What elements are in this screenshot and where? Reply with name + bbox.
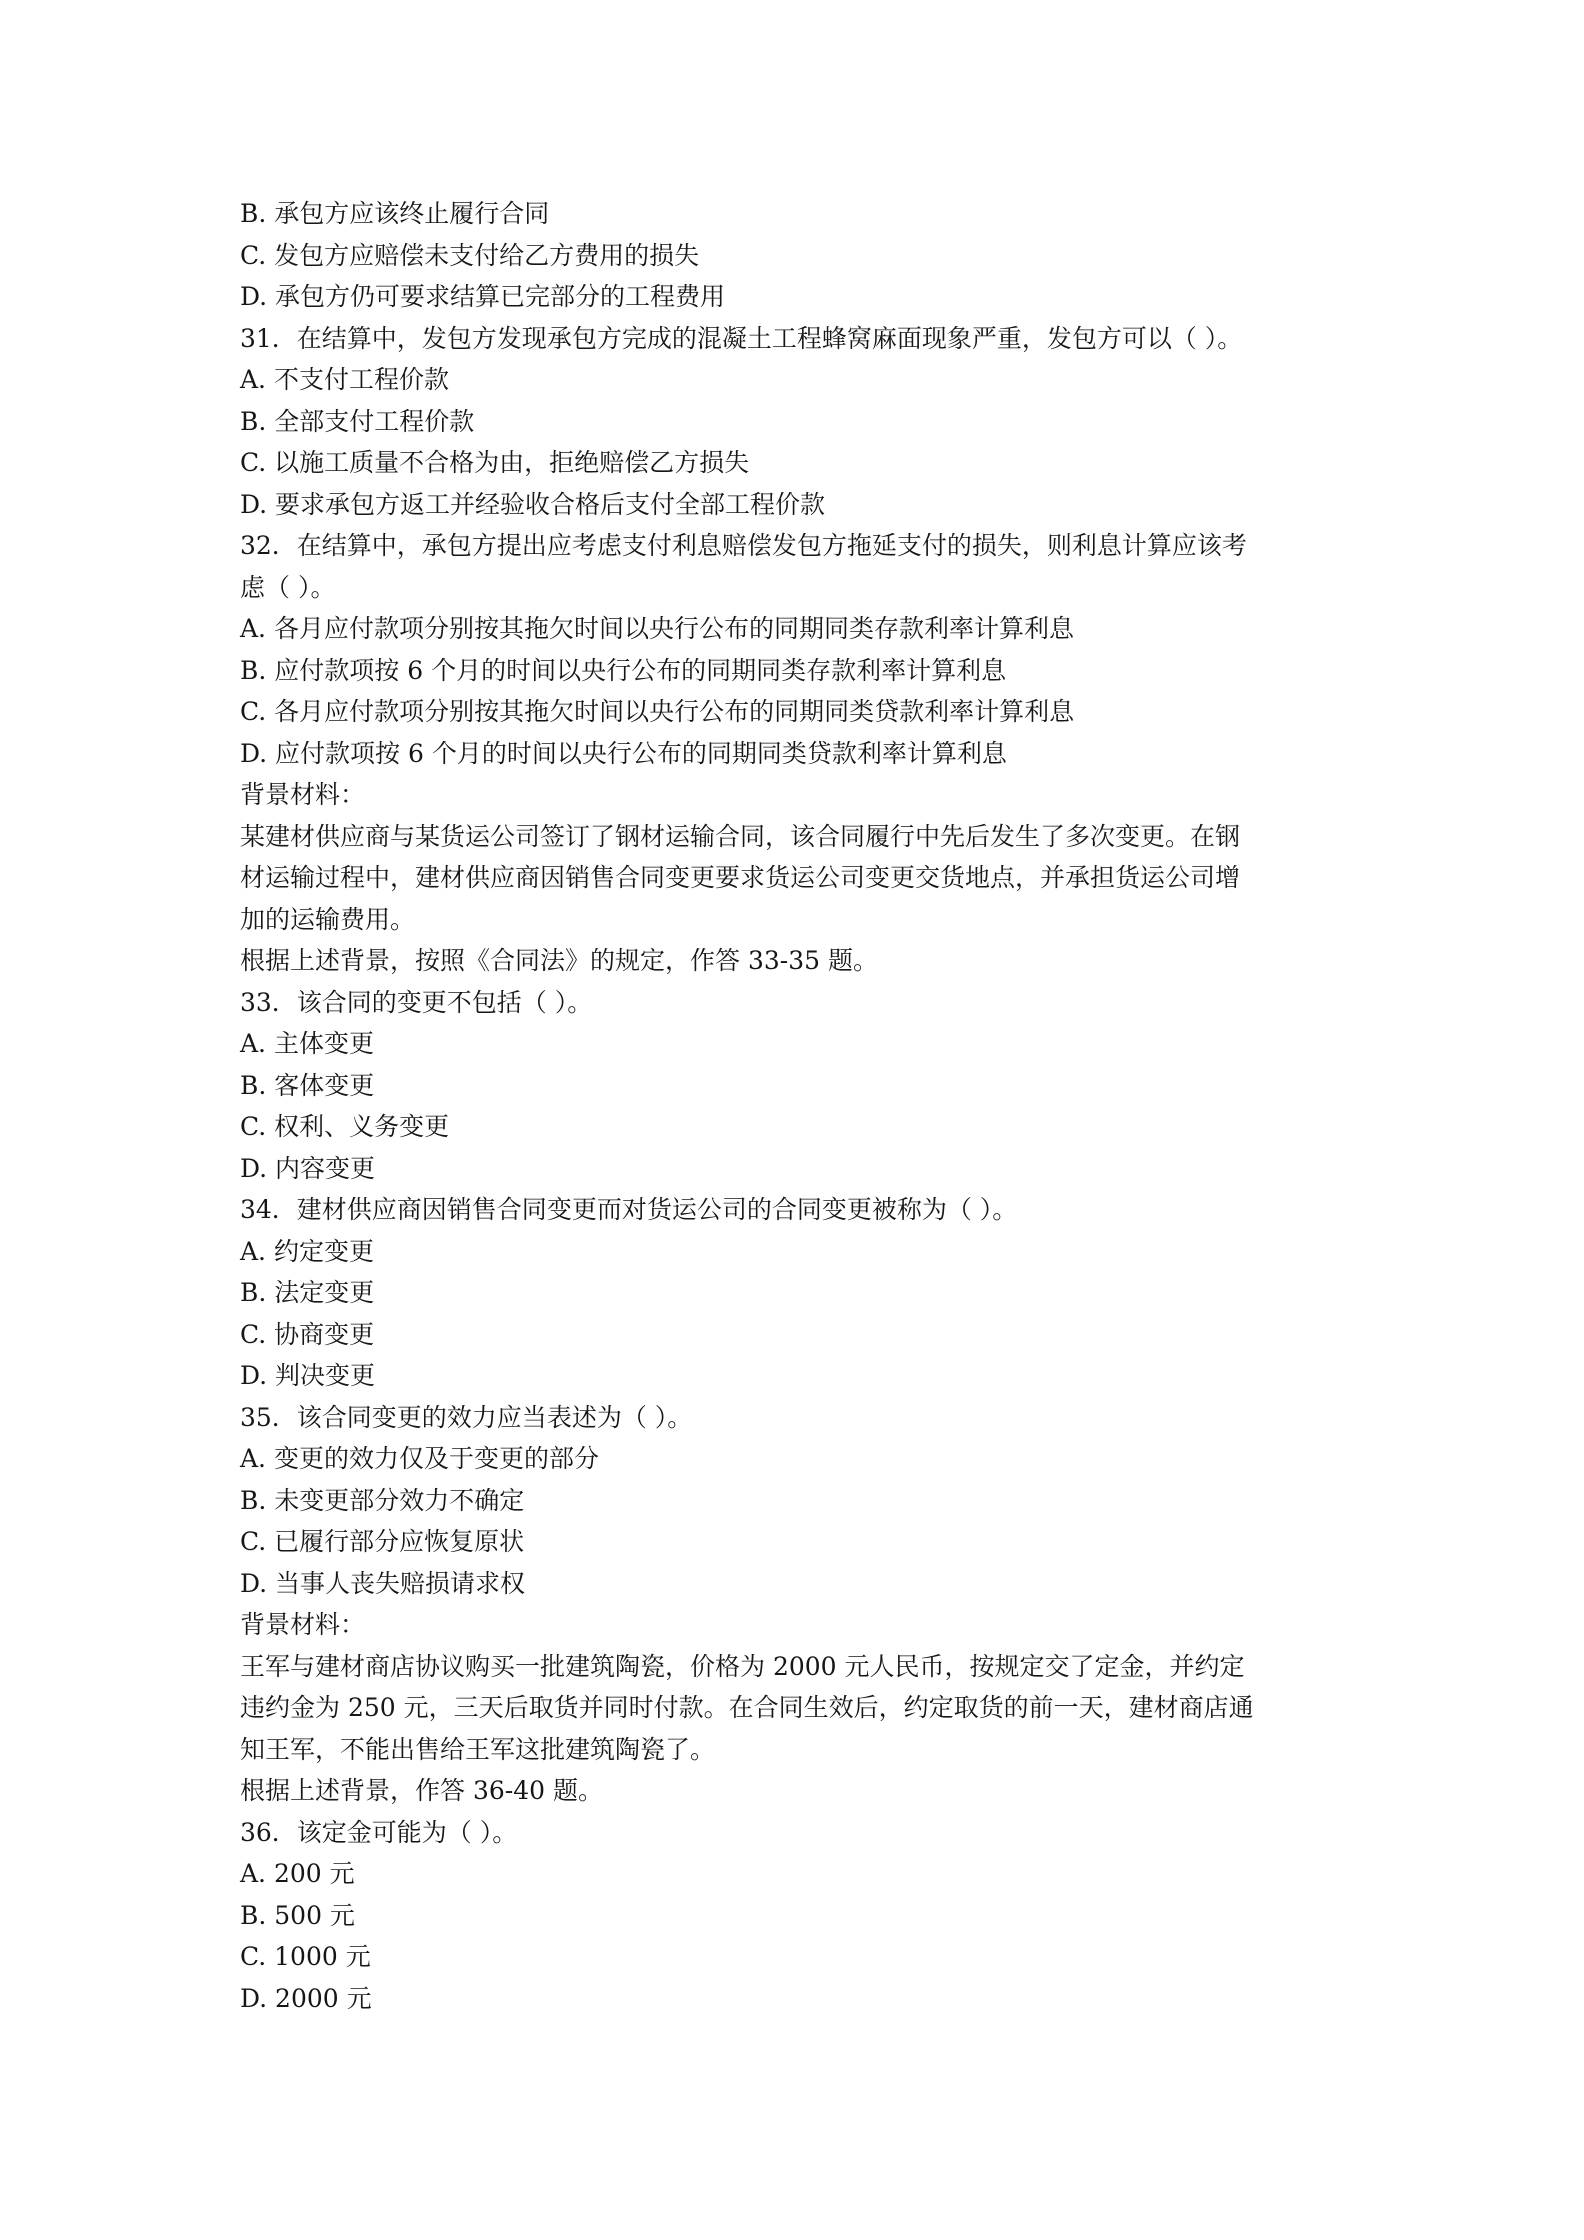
background-paragraph-line: 材运输过程中，建材供应商因销售合同变更要求货运公司变更交货地点，并承担货运公司增 bbox=[240, 863, 1241, 892]
background-paragraph-line: 知王军，不能出售给王军这批建筑陶瓷了。 bbox=[240, 1734, 716, 1764]
option-line: D. 2000 元 bbox=[240, 1983, 372, 2013]
question-33: 33．该合同的变更不包括（ ）。 bbox=[240, 987, 593, 1017]
option-line: A. 200 元 bbox=[240, 1859, 355, 1888]
option-line: A. 不支付工程价款 bbox=[240, 365, 449, 394]
question-32: 32．在结算中，承包方提出应考虑支付利息赔偿发包方拖延支付的损失，则利息计算应该考 bbox=[240, 531, 1247, 560]
option-line: D. 承包方仍可要求结算已完部分的工程费用 bbox=[240, 282, 726, 311]
option-line: B. 500 元 bbox=[240, 1900, 355, 1930]
option-line: A. 主体变更 bbox=[240, 1029, 374, 1058]
instruction-line: 根据上述背景，作答 36-40 题。 bbox=[240, 1776, 603, 1805]
option-line: D. 当事人丧失赔损请求权 bbox=[240, 1568, 526, 1598]
option-line: D. 应付款项按 6 个月的时间以央行公布的同期同类贷款利率计算利息 bbox=[240, 738, 1007, 768]
background-paragraph-line: 王军与建材商店协议购买一批建筑陶瓷，价格为 2000 元人民币，按规定交了定金，并约定 bbox=[240, 1651, 1245, 1681]
option-line: D. 要求承包方返工并经验收合格后支付全部工程价款 bbox=[240, 489, 826, 519]
background-paragraph-line: 违约金为 250 元，三天后取货并同时付款。在合同生效后，约定取货的前一天，建材商店通 bbox=[240, 1693, 1254, 1722]
option-line: B. 客体变更 bbox=[240, 1070, 375, 1100]
option-line: C. 权利、义务变更 bbox=[240, 1112, 450, 1141]
option-line: B. 应付款项按 6 个月的时间以央行公布的同期同类存款利率计算利息 bbox=[240, 655, 1007, 685]
option-line: C. 已履行部分应恢复原状 bbox=[240, 1527, 525, 1556]
instruction-line: 根据上述背景，按照《合同法》的规定，作答 33-35 题。 bbox=[240, 946, 878, 975]
question-31: 31．在结算中，发包方发现承包方完成的混凝土工程蜂窝麻面现象严重，发包方可以（ ）。 bbox=[240, 323, 1243, 353]
option-line: C. 以施工质量不合格为由，拒绝赔偿乙方损失 bbox=[240, 448, 750, 477]
option-line: D. 内容变更 bbox=[240, 1153, 376, 1183]
option-line: A. 变更的效力仅及于变更的部分 bbox=[240, 1444, 599, 1473]
option-line: C. 发包方应赔偿未支付给乙方费用的损失 bbox=[240, 240, 700, 270]
option-line: B. 全部支付工程价款 bbox=[240, 406, 475, 436]
option-line: D. 判决变更 bbox=[240, 1361, 376, 1390]
option-line: B. 承包方应该终止履行合同 bbox=[240, 199, 550, 228]
document-text bbox=[240, 193, 1355, 2019]
question-36: 36．该定金可能为（ ）。 bbox=[240, 1817, 518, 1847]
option-line: B. 未变更部分效力不确定 bbox=[240, 1485, 525, 1515]
option-line: C. 协商变更 bbox=[240, 1319, 375, 1349]
question-32-continued: 虑（ ）。 bbox=[240, 572, 336, 602]
question-35: 35．该合同变更的效力应当表述为（ ）。 bbox=[240, 1402, 693, 1432]
option-line: C. 1000 元 bbox=[240, 1942, 371, 1971]
background-paragraph-line: 某建材供应商与某货运公司签订了钢材运输合同，该合同履行中先后发生了多次变更。在钢 bbox=[240, 821, 1241, 851]
option-line: A. 各月应付款项分别按其拖欠时间以央行公布的同期同类存款利率计算利息 bbox=[240, 614, 1074, 643]
background-heading: 背景材料： bbox=[240, 1610, 366, 1639]
background-heading: 背景材料： bbox=[240, 780, 366, 809]
option-line: A. 约定变更 bbox=[240, 1236, 374, 1266]
background-paragraph-line: 加的运输费用。 bbox=[240, 904, 416, 934]
question-34: 34．建材供应商因销售合同变更而对货运公司的合同变更被称为（ ）。 bbox=[240, 1195, 1018, 1224]
option-line: C. 各月应付款项分别按其拖欠时间以央行公布的同期同类贷款利率计算利息 bbox=[240, 697, 1075, 726]
option-line: B. 法定变更 bbox=[240, 1278, 375, 1307]
